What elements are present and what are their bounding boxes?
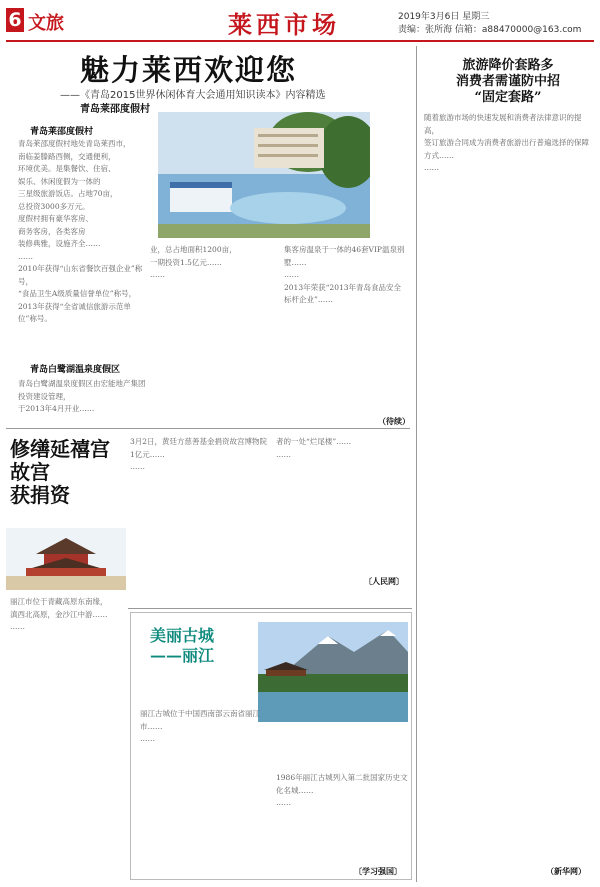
article-title bbox=[10, 438, 124, 507]
article-column bbox=[130, 436, 270, 604]
palace-photo bbox=[6, 528, 126, 590]
article-line: 丽江市位于青藏高原东南缘， bbox=[10, 597, 108, 606]
article-column bbox=[18, 138, 146, 352]
title-line: 美丽古城 bbox=[150, 626, 215, 645]
article-divider bbox=[6, 428, 410, 429]
article-end-note: （待续） bbox=[378, 417, 410, 426]
article-line: 南临姜滕路西侧，交通便利， bbox=[18, 151, 116, 161]
article-line: 商务客房，各类客房 bbox=[18, 226, 86, 236]
article-line: 3月2日，黄廷方慈善基金捐资故宫博物院1亿元…… bbox=[130, 437, 268, 459]
article-line: 青岛莱邵度假村地处青岛莱西市， bbox=[18, 139, 131, 148]
article-column bbox=[150, 244, 278, 424]
title-line: 获捐资 bbox=[10, 483, 70, 507]
header-rule bbox=[6, 40, 594, 42]
article-line: “食品卫生A级质量信誉单位”称号， bbox=[18, 289, 137, 298]
article-line: 装修典雅，设施齐全…… bbox=[18, 239, 101, 248]
article-line: …… bbox=[18, 251, 33, 261]
article-line: 滇西北高原，金沙江中游…… bbox=[10, 609, 108, 619]
article-line: 2013年获得“全省诚信旅游示范单位”称号。 bbox=[18, 301, 131, 323]
section-name: 文旅 bbox=[28, 13, 64, 34]
page-number: 6 bbox=[6, 8, 24, 32]
article-line: …… bbox=[140, 734, 155, 743]
article-line: …… bbox=[276, 798, 291, 807]
article-column bbox=[10, 596, 128, 876]
article-column bbox=[276, 772, 410, 862]
title-line: 旅游降价套路多 bbox=[462, 58, 554, 73]
title-line: ——丽江 bbox=[150, 646, 215, 665]
title-line: 故宫 bbox=[10, 460, 50, 484]
article-line: 随着旅游市场的快速发展和消费者法律意识的提高， bbox=[424, 113, 582, 135]
title-line: “固定套路” bbox=[474, 90, 542, 105]
article-line: …… bbox=[10, 622, 25, 631]
article-line: 一期投资1.5亿元…… bbox=[150, 257, 222, 267]
article-line: 签订旅游合同成为消费者旅游出行普遍选择的保障方式…… bbox=[424, 138, 589, 160]
article-line: 2010年获得“山东省餐饮百强企业”称号， bbox=[18, 264, 143, 286]
article-byline: 青岛莱邵度假村 bbox=[80, 104, 150, 115]
article-line: …… bbox=[276, 449, 291, 459]
article-line: 环境优美。是集餐饮、住宿、 bbox=[18, 164, 116, 173]
article-title bbox=[424, 58, 592, 106]
editor-credits: 责编：张所海 信箱：a88470000@163.com bbox=[398, 25, 582, 35]
subsection-heading: 青岛白鹭湖温泉度假区 bbox=[30, 365, 121, 375]
newspaper-masthead: 莱西市场 bbox=[228, 10, 340, 39]
article-source: 〔人民网〕 bbox=[364, 577, 404, 586]
article-column bbox=[424, 112, 590, 876]
article-line: …… bbox=[284, 270, 299, 279]
article-column bbox=[276, 436, 410, 568]
article-line: 丽江古城位于中国西南部云南省丽江市…… bbox=[140, 709, 260, 731]
article-line: 集客房温泉于一体的46套VIP温泉别墅…… bbox=[284, 245, 405, 267]
article-column bbox=[284, 244, 408, 414]
article-line: 者的一处“烂尾楼”…… bbox=[276, 437, 352, 446]
title-line: 修缮延禧宫 bbox=[10, 437, 110, 461]
article-line: 青岛白鹭湖温泉度假区由宏能地产集团投资建设管理， bbox=[18, 379, 146, 401]
title-line: 消费者需谨防中招 bbox=[455, 74, 560, 89]
article-source: （新华网） bbox=[546, 867, 586, 876]
article-subtitle: ——《青岛2015世界休闲体育大会通用知识读本》内容精选 bbox=[60, 90, 326, 101]
article-source: 〔学习强国〕 bbox=[354, 867, 402, 876]
article-line: 三星级旅游饭店。占地70亩， bbox=[18, 189, 118, 198]
article-line: 总投资3000多万元。 bbox=[18, 201, 90, 211]
resort-photo bbox=[158, 112, 370, 238]
article-divider bbox=[128, 608, 412, 609]
article-title: 魅力莱西欢迎您 bbox=[80, 53, 298, 87]
article-line: 2013年荣获“2013年青岛食品安全标杆企业”…… bbox=[284, 282, 402, 304]
article-line: …… bbox=[130, 462, 145, 471]
article-line: …… bbox=[424, 163, 439, 172]
issue-date: 2019年3月6日 星期三 bbox=[398, 12, 490, 22]
article-line: 娱乐、休闲度假为一体的 bbox=[18, 176, 101, 186]
article-column bbox=[18, 378, 146, 422]
article-column bbox=[140, 708, 268, 874]
article-line: 1986年丽江古城列入第二批国家历史文化名城…… bbox=[276, 773, 408, 795]
article-line: 业，总占地面积1200亩， bbox=[150, 245, 237, 254]
article-line: 度假村拥有豪华客房、 bbox=[18, 214, 93, 223]
article-title bbox=[150, 626, 214, 666]
article-line: 于2013年4月开业…… bbox=[18, 404, 95, 413]
lijiang-photo bbox=[258, 622, 408, 722]
column-divider bbox=[416, 46, 417, 882]
article-line: …… bbox=[150, 270, 165, 279]
subsection-heading: 青岛莱邵度假村 bbox=[30, 127, 94, 137]
